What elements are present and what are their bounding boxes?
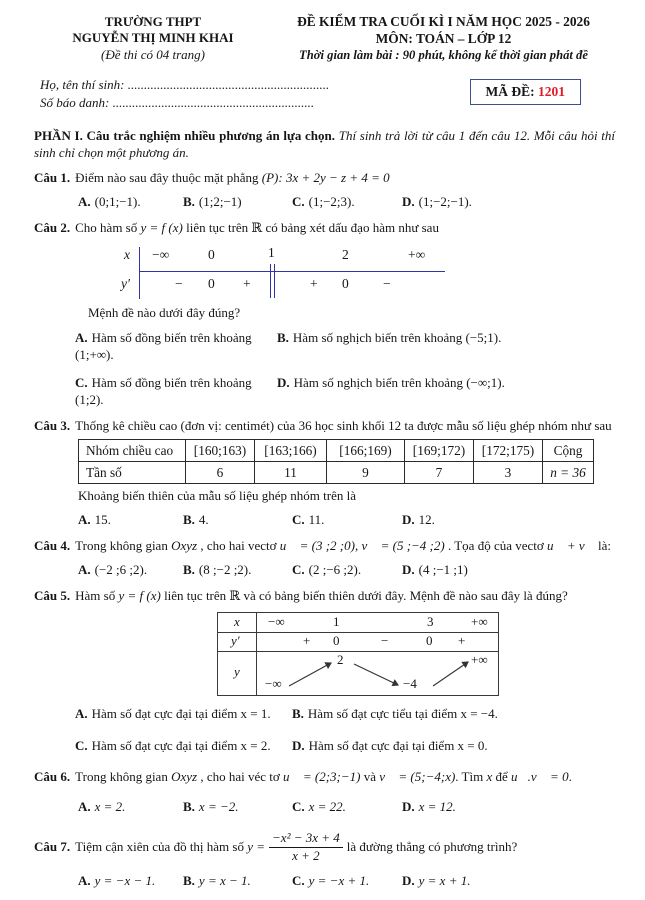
option-value: (0;1;−1).: [94, 194, 141, 210]
variation-y-label: y: [234, 663, 240, 679]
question-1-statement: [75, 170, 390, 185]
part1-heading-bold: PHẦN I. Câu trắc nghiệm nhiều phương án lựa chọn.: [34, 127, 336, 143]
question-4-statement: [75, 538, 611, 553]
text-segment: x: [486, 768, 493, 784]
text-segment: và: [360, 768, 380, 784]
option-value: Hàm số nghịch biến trên khoảng (−5;1).: [292, 329, 502, 345]
option-letter: A.: [78, 512, 91, 528]
question-5-label: Câu 5.: [34, 587, 71, 603]
variation-x-value: 1: [333, 613, 340, 629]
frequency-table: [78, 439, 594, 484]
text-segment: , cho hai véc tơ: [197, 768, 284, 784]
option-letter: D.: [402, 562, 415, 578]
sign-x-value: +∞: [408, 247, 426, 263]
variation-yprime-label: y′: [231, 632, 240, 648]
sign-table: [115, 244, 445, 302]
option-d: [277, 375, 615, 409]
school-name-line2: NGUYỄN THỊ MINH KHAI: [72, 30, 234, 46]
option-letter: B.: [183, 512, 195, 528]
variation-y-row: [257, 652, 497, 694]
text-segment: , cho hai vectơ: [197, 538, 280, 554]
option-value: y = −x + 1.: [308, 873, 370, 889]
option-value: x = 22.: [308, 798, 346, 814]
exam-title: ĐỀ KIỂM TRA CUỐI KÌ I NĂM HỌC 2025 - 2026: [297, 14, 590, 29]
text-segment: u⃗ + v⃗: [547, 538, 595, 554]
question-5-text: [34, 588, 615, 605]
text-segment: Thống kê chiều cao (đơn vị: centimét) của 36 học sinh khối 12 ta được mẫu số liệu ghép nhóm như sau: [75, 417, 612, 433]
table-row: [79, 440, 594, 462]
option-value: 15.: [94, 512, 111, 528]
table-cell: 9: [327, 462, 405, 484]
option-a: [75, 330, 277, 364]
option-value: Hàm số đồng biến trên khoảng (1;2).: [75, 374, 252, 407]
option-d: [402, 562, 615, 579]
option-value: Hàm số đồng biến trên khoảng (1;+∞).: [75, 329, 252, 362]
variation-y-max: 2: [337, 651, 344, 667]
option-c: [292, 512, 402, 529]
student-name-line: [40, 76, 329, 94]
question-5: [34, 588, 615, 755]
question-4: [34, 538, 615, 579]
question-3: [34, 418, 615, 530]
option-a: [78, 562, 183, 579]
arrow-up-icon: [289, 663, 331, 686]
sign-yprime-value: 0: [208, 276, 215, 292]
sign-yprime-value: +: [310, 276, 318, 292]
text-segment: Trong không gian: [75, 768, 172, 784]
option-letter: C.: [292, 873, 305, 889]
text-segment: .: [568, 768, 572, 784]
question-2-options: [75, 330, 615, 409]
option-letter: D.: [402, 873, 415, 889]
arrow-up-icon: [433, 662, 468, 686]
question-4-label: Câu 4.: [34, 538, 71, 554]
option-d: [402, 873, 615, 890]
option-d: [292, 738, 615, 755]
option-letter: D.: [402, 194, 415, 210]
option-letter: A.: [78, 562, 91, 578]
variation-x-value: −∞: [268, 613, 285, 629]
part1-heading: [34, 128, 615, 162]
option-letter: C.: [292, 562, 305, 578]
option-value: Hàm số đạt cực đại tại điểm x = 2.: [91, 737, 271, 753]
sign-yprime-value: +: [243, 276, 251, 292]
question-5-statement: [75, 588, 568, 603]
exam-code-value: 1201: [538, 84, 565, 100]
option-a: [78, 512, 183, 529]
variation-arrows: [257, 652, 497, 694]
option-letter: C.: [75, 737, 88, 753]
question-2-text: [34, 220, 615, 237]
option-value: Hàm số nghịch biến trên khoảng (−∞;1).: [293, 374, 505, 390]
option-letter: D.: [277, 374, 290, 390]
option-value: (1;−2;−1).: [418, 194, 472, 210]
sign-table-vertical-line: [139, 247, 140, 299]
text-segment: (P): 3x + 2y − z + 4 = 0: [261, 170, 390, 186]
option-d: [402, 799, 615, 816]
option-b: [183, 562, 292, 579]
sign-table-horizontal-line: [139, 271, 445, 272]
table-cell: 6: [186, 462, 255, 484]
option-c: [292, 194, 402, 211]
option-letter: B.: [183, 562, 195, 578]
option-letter: D.: [402, 798, 415, 814]
variation-y-end: +∞: [471, 651, 488, 667]
option-letter: A.: [78, 873, 91, 889]
option-letter: D.: [402, 512, 415, 528]
student-name-dots: ..............................................................: [127, 77, 330, 93]
option-letter: C.: [75, 374, 88, 390]
variation-y-min: −4: [403, 675, 417, 691]
text-segment: liên tục trên ℝ và có bảng biến thiên dưới đây. Mệnh đề nào sau đây là đúng?: [160, 587, 568, 603]
student-name-label: Họ, tên thí sinh:: [40, 77, 125, 93]
text-segment: là:: [594, 538, 612, 554]
fraction-denominator: x + 2: [292, 848, 320, 864]
variation-yprime-value: +: [458, 632, 466, 648]
school-block: [34, 14, 272, 63]
option-letter: A.: [75, 329, 88, 345]
option-value: x = 2.: [94, 798, 126, 814]
text-segment: u⃗ = (3 ;2 ;0), v⃗ = (5 ;−4 ;2): [279, 538, 445, 554]
option-value: (8 ;−2 ;2).: [198, 562, 252, 578]
option-value: Hàm số đạt cực tiểu tại điểm x = −4.: [307, 705, 498, 721]
option-letter: A.: [75, 705, 88, 721]
question-6-text: [34, 769, 615, 786]
text-segment: y = f (x): [140, 220, 183, 236]
variation-y-start: −∞: [265, 675, 282, 691]
variation-yprime-value: −: [381, 632, 389, 648]
table-header-cell: [172;175): [474, 440, 543, 462]
question-7-statement-post: là đường thẳng có phương trình?: [346, 839, 518, 855]
option-value: Hàm số đạt cực đại tại điểm x = 1.: [91, 705, 271, 721]
variation-yprime-value: 0: [426, 632, 433, 648]
option-value: 11.: [308, 512, 325, 528]
option-d: [402, 194, 615, 211]
option-c: [292, 873, 402, 890]
fraction-numerator: −x² − 3x + 4: [269, 831, 343, 848]
question-7-options: [78, 873, 615, 890]
text-segment: Điểm nào sau đây thuộc mặt phẳng: [75, 170, 262, 186]
text-segment: y = f (x): [118, 587, 161, 603]
text-segment: để: [492, 768, 512, 784]
option-b: [183, 873, 292, 890]
option-letter: A.: [78, 798, 91, 814]
text-segment: . Tìm: [455, 768, 487, 784]
variation-yprime-value: 0: [333, 632, 340, 648]
option-letter: A.: [78, 194, 91, 210]
option-letter: C.: [292, 512, 305, 528]
option-letter: C.: [292, 194, 305, 210]
option-letter: B.: [292, 705, 304, 721]
question-1-options: [78, 194, 615, 211]
option-value: (1;2;−1): [198, 194, 242, 210]
option-letter: B.: [183, 194, 195, 210]
table-header-cell: [166;169): [327, 440, 405, 462]
option-a: [78, 799, 183, 816]
variation-x-value: +∞: [471, 613, 488, 629]
text-segment: y =: [247, 839, 266, 855]
student-info: [34, 76, 329, 112]
text-segment: Cho hàm số: [75, 220, 141, 236]
table-header-cell: [160;163): [186, 440, 255, 462]
question-6-statement: [75, 769, 572, 784]
question-3-statement: [75, 418, 612, 433]
option-value: x = 12.: [418, 798, 456, 814]
option-value: y = −x − 1.: [94, 873, 156, 889]
table-header-cell: [169;172): [405, 440, 474, 462]
variation-table-line1: [218, 632, 498, 633]
variation-x-value: 3: [427, 613, 434, 629]
sign-table-yprime-label: y′: [121, 276, 130, 292]
question-1: [34, 170, 615, 211]
sign-table-x-label: x: [124, 247, 130, 263]
text-segment: . Tọa độ của vectơ: [444, 538, 548, 554]
question-4-text: [34, 538, 615, 555]
option-value: 4.: [198, 512, 209, 528]
option-value: 12.: [418, 512, 435, 528]
text-segment: Oxyz: [171, 538, 198, 554]
option-letter: C.: [292, 798, 305, 814]
fraction: [269, 831, 343, 864]
question-2: [34, 220, 615, 408]
student-id-dots: ..............................................................: [112, 95, 315, 111]
text-segment: u⃗.v⃗ = 0: [511, 768, 569, 784]
text-segment: Trong không gian: [75, 538, 172, 554]
table-row: [79, 462, 594, 484]
student-id-label: Số báo danh:: [40, 95, 110, 111]
option-a: [78, 873, 183, 890]
option-letter: D.: [292, 737, 305, 753]
variation-x-label: x: [234, 613, 240, 629]
text-segment: Oxyz: [171, 768, 198, 784]
option-value: y = x − 1.: [198, 873, 251, 889]
option-value: y = x + 1.: [418, 873, 471, 889]
exam-subject: MÔN: TOÁN – LỚP 12: [375, 30, 512, 46]
question-2-label: Câu 2.: [34, 220, 71, 236]
question-6-options: [78, 799, 615, 816]
question-3-subquestion: Khoảng biến thiên của mẫu số liệu ghép nhóm trên là: [78, 488, 356, 504]
table-cell: 3: [474, 462, 543, 484]
option-value: Hàm số đạt cực đại tại điểm x = 0.: [308, 737, 488, 753]
option-value: (4 ;−1 ;1): [418, 562, 468, 578]
question-6: [34, 769, 615, 816]
sign-x-value: 2: [342, 247, 349, 263]
question-7-statement-pre: [75, 839, 265, 856]
school-name-line1: TRƯỜNG THPT: [104, 14, 202, 29]
option-b: [292, 706, 615, 723]
exam-code-box: [470, 79, 582, 105]
question-7-label: Câu 7.: [34, 839, 71, 855]
option-c: [292, 562, 402, 579]
table-header-cell: Nhóm chiều cao: [79, 440, 186, 462]
option-letter: B.: [183, 798, 195, 814]
sign-x-value: 0: [208, 247, 215, 263]
sign-x-value: 1: [268, 245, 275, 261]
option-c: [292, 799, 402, 816]
question-3-options: [78, 512, 615, 529]
exam-duration: Thời gian làm bài : 90 phút, không kể thời gian phát đề: [299, 47, 588, 62]
sign-yprime-value: −: [383, 276, 391, 292]
sign-yprime-value: 0: [342, 276, 349, 292]
question-5-options: [75, 706, 615, 755]
table-cell: Tần số: [79, 462, 186, 484]
option-value: x = −2.: [198, 798, 239, 814]
option-b: [183, 194, 292, 211]
exam-pages-note: (Đề thi có 04 trang): [101, 46, 205, 62]
option-c: [75, 738, 292, 755]
question-6-label: Câu 6.: [34, 768, 71, 784]
sign-x-value: −∞: [152, 247, 170, 263]
text-segment: Hàm số: [75, 587, 119, 603]
question-1-label: Câu 1.: [34, 170, 71, 186]
option-value: (1;−2;3).: [308, 194, 355, 210]
table-cell: 11: [255, 462, 327, 484]
arrow-down-icon: [354, 664, 398, 685]
header: [34, 14, 615, 63]
student-id-line: [40, 94, 329, 112]
table-cell: 7: [405, 462, 474, 484]
option-b: [183, 799, 292, 816]
table-header-cell: Cộng: [543, 440, 594, 462]
question-4-options: [78, 562, 615, 579]
question-1-text: [34, 170, 615, 187]
variation-table: [217, 612, 499, 696]
question-7: [34, 831, 615, 890]
option-value: (2 ;−6 ;2).: [308, 562, 362, 578]
exam-title-block: [272, 14, 615, 63]
option-c: [75, 375, 277, 409]
question-3-text: [34, 418, 615, 435]
table-cell: n = 36: [543, 462, 594, 484]
question-2-statement: [75, 220, 439, 235]
sign-table-double-bar: [270, 264, 275, 298]
sign-yprime-value: −: [175, 276, 183, 292]
question-3-label: Câu 3.: [34, 417, 71, 433]
option-b: [277, 330, 615, 364]
option-a: [75, 706, 292, 723]
option-value: (−2 ;6 ;2).: [94, 562, 148, 578]
option-letter: B.: [183, 873, 195, 889]
text-segment: Tiệm cận xiên của đồ thị hàm số: [75, 839, 248, 855]
option-letter: B.: [277, 329, 289, 345]
option-b: [183, 512, 292, 529]
option-a: [78, 194, 183, 211]
student-info-row: [34, 76, 615, 112]
option-d: [402, 512, 615, 529]
text-segment: liên tục trên ℝ có bảng xét dấu đạo hàm như sau: [182, 220, 439, 236]
question-7-text: [34, 831, 615, 864]
table-header-cell: [163;166): [255, 440, 327, 462]
question-2-subquestion: Mệnh đề nào dưới đây đúng?: [88, 305, 241, 321]
text-segment: u⃗ = (2;3;−1): [283, 768, 361, 784]
variation-yprime-value: +: [303, 632, 311, 648]
exam-code-label: MÃ ĐỀ:: [485, 84, 535, 100]
part1-heading-italic: Thí sinh trả lời từ câu 1 đến câu 12. Mỗi câu hỏi thí sinh chỉ chọn một phương án.: [34, 127, 616, 160]
text-segment: v⃗ = (5;−4;x): [379, 768, 456, 784]
